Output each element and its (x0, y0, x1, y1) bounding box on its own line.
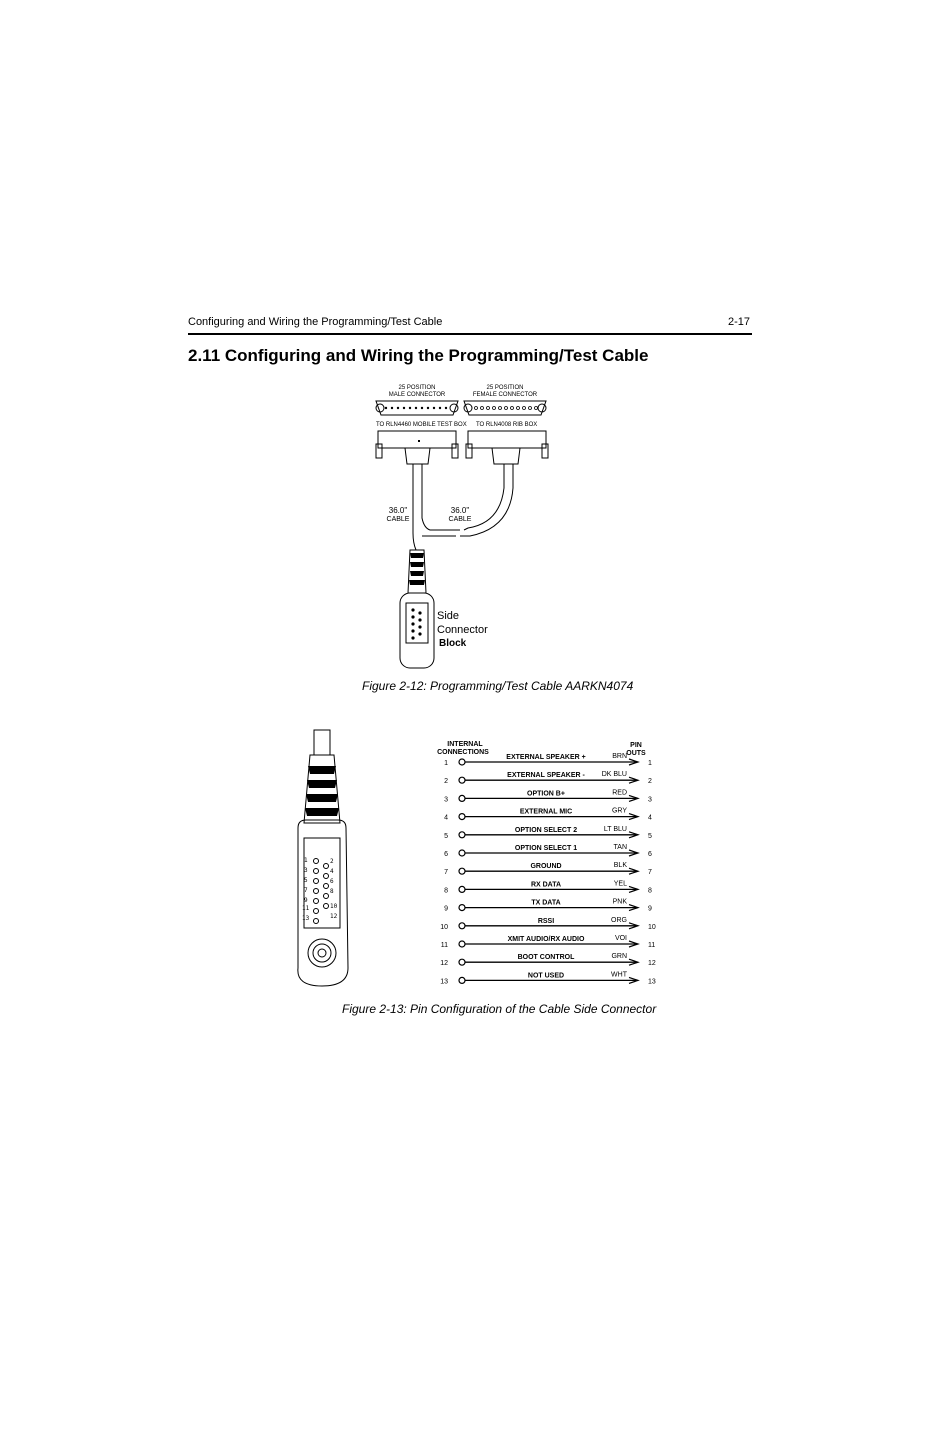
pin-out-number: 2 (648, 778, 652, 786)
figure-2-12-cable-drawing (360, 378, 560, 678)
connection-terminal (459, 777, 465, 783)
internal-connection-number: 13 (440, 978, 448, 986)
male-connector-label-2: MALE CONNECTOR (388, 392, 446, 398)
svg-text:1: 1 (304, 857, 308, 864)
svg-text:4: 4 (330, 868, 334, 875)
signal-name: OPTION B+ (527, 790, 565, 798)
pin-out-number: 4 (648, 814, 652, 822)
wire-color: WHT (611, 971, 627, 979)
svg-text:6: 6 (330, 878, 334, 885)
section-title: 2.11 Configuring and Wiring the Programming/Test Cable (188, 346, 649, 365)
left-cable-length: 36.0" (388, 506, 408, 515)
wire-color: BLK (613, 862, 627, 870)
internal-connection-number: 10 (440, 923, 448, 931)
wire-color: YEL (613, 880, 627, 888)
side-connector-label-1: Side (437, 610, 460, 622)
internal-connection-number: 9 (444, 905, 448, 913)
pin-row (444, 808, 652, 822)
side-connector-drawing (292, 728, 362, 990)
internal-connection-number: 7 (444, 869, 448, 877)
svg-text:8: 8 (330, 888, 334, 895)
page-number: 2-17 (728, 316, 751, 328)
signal-name: GROUND (530, 863, 562, 871)
pin-out-number: 7 (648, 869, 652, 877)
wire-color: RED (612, 789, 627, 797)
svg-text:5: 5 (304, 877, 308, 884)
internal-connections-header-2: CONNECTIONS (437, 749, 489, 756)
svg-text:7: 7 (304, 887, 308, 894)
internal-connection-number: 5 (444, 832, 448, 840)
figure-2-12-caption: Figure 2-12: Programming/Test Cable AARKN4074 (362, 679, 634, 693)
signal-name: OPTION SELECT 2 (514, 826, 578, 834)
svg-text:2: 2 (330, 858, 334, 865)
connection-terminal (459, 759, 465, 765)
signal-name: XMIT AUDIO/RX AUDIO (507, 936, 585, 943)
connection-terminal (459, 868, 465, 874)
connection-terminal (459, 832, 465, 838)
connection-terminal (459, 923, 465, 929)
running-header-title: Configuring and Wiring the Programming/Test Cable (188, 316, 443, 328)
pin-out-number: 6 (648, 851, 652, 858)
signal-name: RSSI (537, 917, 555, 925)
connection-terminal (459, 814, 465, 820)
internal-connection-number: 3 (444, 796, 448, 804)
connection-terminal (459, 905, 465, 911)
male-connector-label-1: 25 POSITION (398, 385, 436, 391)
wire-color: ORG (611, 916, 627, 924)
female-connector-label-2: FEMALE CONNECTOR (472, 392, 538, 398)
signal-name: EXTERNAL SPEAKER + (506, 754, 586, 761)
svg-text:13: 13 (302, 915, 310, 922)
connection-terminal (459, 977, 465, 983)
signal-name: EXTERNAL MIC (519, 808, 573, 816)
pin-outs-header-2: OUTS (626, 750, 646, 757)
pin-row (444, 862, 652, 876)
right-cable-length: 36.0" (450, 506, 470, 515)
internal-connection-number: 1 (444, 760, 448, 767)
pin-out-number: 1 (648, 760, 652, 767)
pin-row (444, 826, 652, 840)
pin-row (440, 971, 656, 985)
side-connector-label-2: Connector (437, 624, 488, 636)
pin-out-number: 3 (648, 796, 652, 804)
pin-configuration-table (430, 735, 660, 995)
connection-terminal (459, 886, 465, 892)
svg-text:10: 10 (330, 903, 338, 910)
internal-connections-header-1: INTERNAL (447, 741, 483, 748)
pin-row (444, 844, 652, 858)
pin-out-number: 12 (648, 960, 656, 968)
pin-out-number: 11 (648, 942, 656, 949)
internal-connection-number: 8 (444, 887, 448, 895)
connection-terminal (459, 795, 465, 801)
left-cable-word: CABLE (386, 516, 410, 523)
pin-out-number: 13 (648, 978, 656, 986)
pin-row (444, 880, 652, 894)
female-destination-label: TO RLN4008 RIB BOX (476, 422, 538, 428)
wire-color: PNK (612, 898, 627, 906)
internal-connection-number: 4 (444, 814, 448, 822)
internal-connection-number: 11 (440, 942, 448, 949)
pin-row (440, 917, 656, 931)
header-divider (188, 333, 752, 335)
signal-name: TX DATA (531, 899, 561, 907)
pin-out-number: 10 (648, 923, 656, 931)
pin-row (444, 899, 652, 913)
wire-color: LT BLU (603, 825, 627, 833)
signal-name: EXTERNAL SPEAKER - (507, 772, 585, 780)
signal-name: BOOT CONTROL (517, 954, 575, 962)
pin-row (444, 771, 652, 785)
female-connector-label-1: 25 POSITION (486, 385, 524, 391)
svg-text:11: 11 (302, 905, 310, 912)
internal-connection-number: 6 (444, 851, 448, 858)
pin-row (444, 789, 652, 803)
pin-out-number: 5 (648, 832, 652, 840)
pin-outs-header-1: PIN (630, 742, 642, 749)
signal-name: NOT USED (527, 972, 565, 980)
svg-text:12: 12 (330, 913, 338, 920)
connection-terminal (459, 959, 465, 965)
signal-name: RX DATA (530, 881, 562, 889)
svg-text:9: 9 (304, 897, 308, 904)
pin-out-number: 8 (648, 887, 652, 895)
male-destination-label: TO RLN4460 MOBILE TEST BOX (376, 422, 467, 428)
wire-color: DK BLU (601, 771, 627, 779)
svg-text:3: 3 (304, 867, 308, 874)
pin-row (440, 953, 656, 967)
internal-connection-number: 2 (444, 778, 448, 786)
connection-terminal (459, 850, 465, 856)
wire-color: TAN (613, 844, 627, 851)
figure-2-13-caption: Figure 2-13: Pin Configuration of the Cable Side Connector (342, 1002, 657, 1016)
internal-connection-number: 12 (440, 960, 448, 968)
wire-color: GRN (611, 953, 627, 961)
wire-color: BRN (612, 753, 627, 760)
pin-row (441, 935, 656, 949)
side-connector-label-3: Block (439, 638, 467, 649)
wire-color: GRY (611, 807, 627, 815)
connection-terminal (459, 941, 465, 947)
pin-out-number: 9 (648, 905, 652, 913)
signal-name: OPTION SELECT 1 (514, 845, 578, 852)
right-cable-word: CABLE (448, 516, 472, 523)
wire-color: VOI (614, 935, 627, 942)
